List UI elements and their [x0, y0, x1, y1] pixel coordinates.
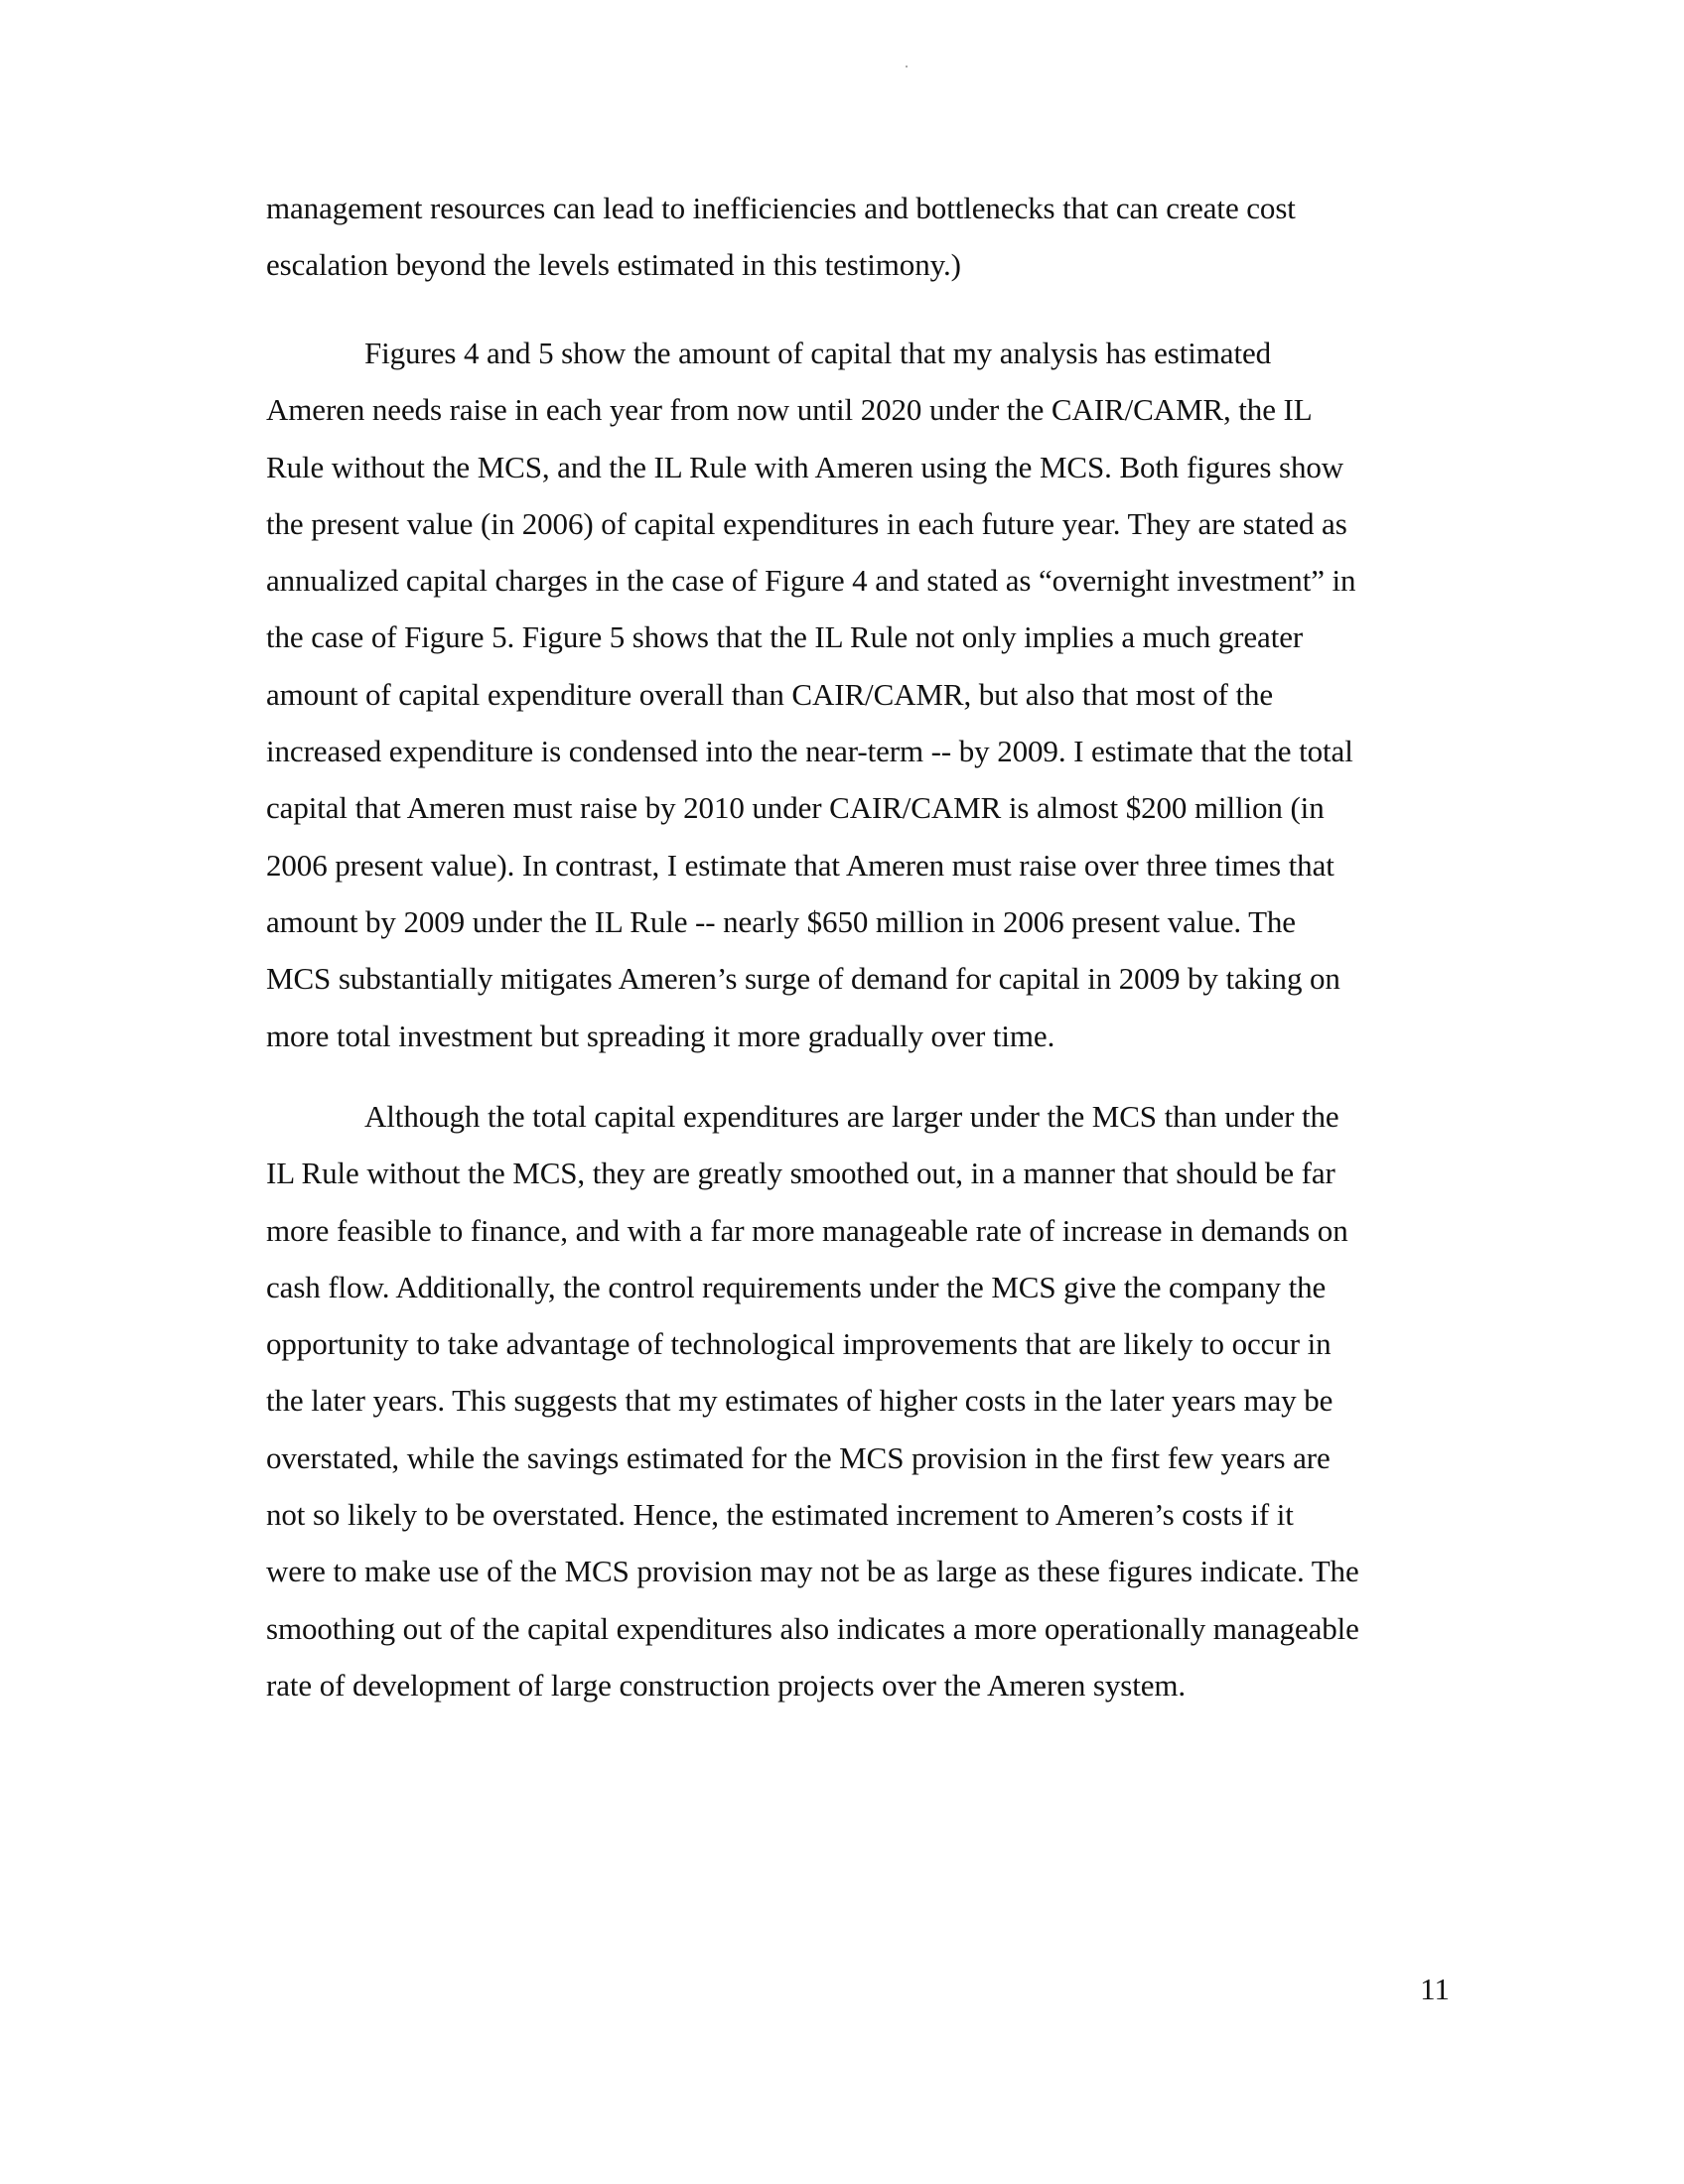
- text-line: Ameren needs raise in each year from now until 2020 under the CAIR/CAMR, the IL: [266, 392, 1313, 428]
- text-line: amount of capital expenditure overall than CAIR/CAMR, but also that most of the: [266, 676, 1274, 712]
- text-line: 2006 present value). In contrast, I estimate that Ameren must raise over three times that: [266, 847, 1334, 883]
- text-line: Although the total capital expenditures are larger under the MCS than under the: [364, 1099, 1339, 1134]
- text-line: annualized capital charges in the case of Figure 4 and stated as “overnight investment” in: [266, 563, 1356, 599]
- text-line: rate of development of large construction projects over the Ameren system.: [266, 1667, 1187, 1703]
- text-line: capital that Ameren must raise by 2010 under CAIR/CAMR is almost $200 million (in: [266, 790, 1325, 826]
- text-line: the present value (in 2006) of capital expenditures in each future year. They are stated as: [266, 505, 1347, 541]
- scan-speck: [906, 66, 908, 68]
- text-line: cash flow. Additionally, the control requirements under the MCS give the company the: [266, 1269, 1327, 1304]
- text-line: amount by 2009 under the IL Rule -- nearly $650 million in 2006 present value. The: [266, 903, 1296, 939]
- text-line: Figures 4 and 5 show the amount of capital that my analysis has estimated: [364, 336, 1272, 370]
- page-number: 11: [1420, 1972, 1450, 2006]
- text-line: smoothing out of the capital expenditures also indicates a more operationally manageable: [266, 1610, 1359, 1646]
- text-line: the later years. This suggests that my estimates of higher costs in the later years may be: [266, 1383, 1333, 1419]
- text-line: overstated, while the savings estimated for the MCS provision in the first few years are: [266, 1439, 1331, 1475]
- text-line: increased expenditure is condensed into the near-term -- by 2009. I estimate that the total: [266, 734, 1353, 769]
- text-line: were to make use of the MCS provision may not be as large as these figures indicate. The: [266, 1554, 1359, 1589]
- text-line: not so likely to be overstated. Hence, the estimated increment to Ameren’s costs if it: [266, 1497, 1294, 1533]
- paragraph-1: [266, 180, 1438, 294]
- text-line: escalation beyond the levels estimated in this testimony.): [266, 247, 961, 283]
- paragraph-2: [266, 325, 1438, 1064]
- text-line: IL Rule without the MCS, they are greatly smoothed out, in a manner that should be far: [266, 1156, 1335, 1191]
- text-line: the case of Figure 5. Figure 5 shows that the IL Rule not only implies a much greater: [266, 619, 1304, 655]
- text-line: MCS substantially mitigates Ameren’s surge of demand for capital in 2009 by taking on: [266, 961, 1340, 997]
- text-line: opportunity to take advantage of technological improvements that are likely to occur in: [266, 1326, 1332, 1362]
- text-line: Rule without the MCS, and the IL Rule with Ameren using the MCS. Both figures show: [266, 449, 1344, 484]
- text-line: management resources can lead to inefficiencies and bottlenecks that can create cost: [266, 191, 1296, 225]
- text-line: more feasible to finance, and with a far more manageable rate of increase in demands on: [266, 1212, 1348, 1248]
- paragraph-3: [266, 1088, 1438, 1713]
- text-line: more total investment but spreading it more gradually over time.: [266, 1018, 1055, 1053]
